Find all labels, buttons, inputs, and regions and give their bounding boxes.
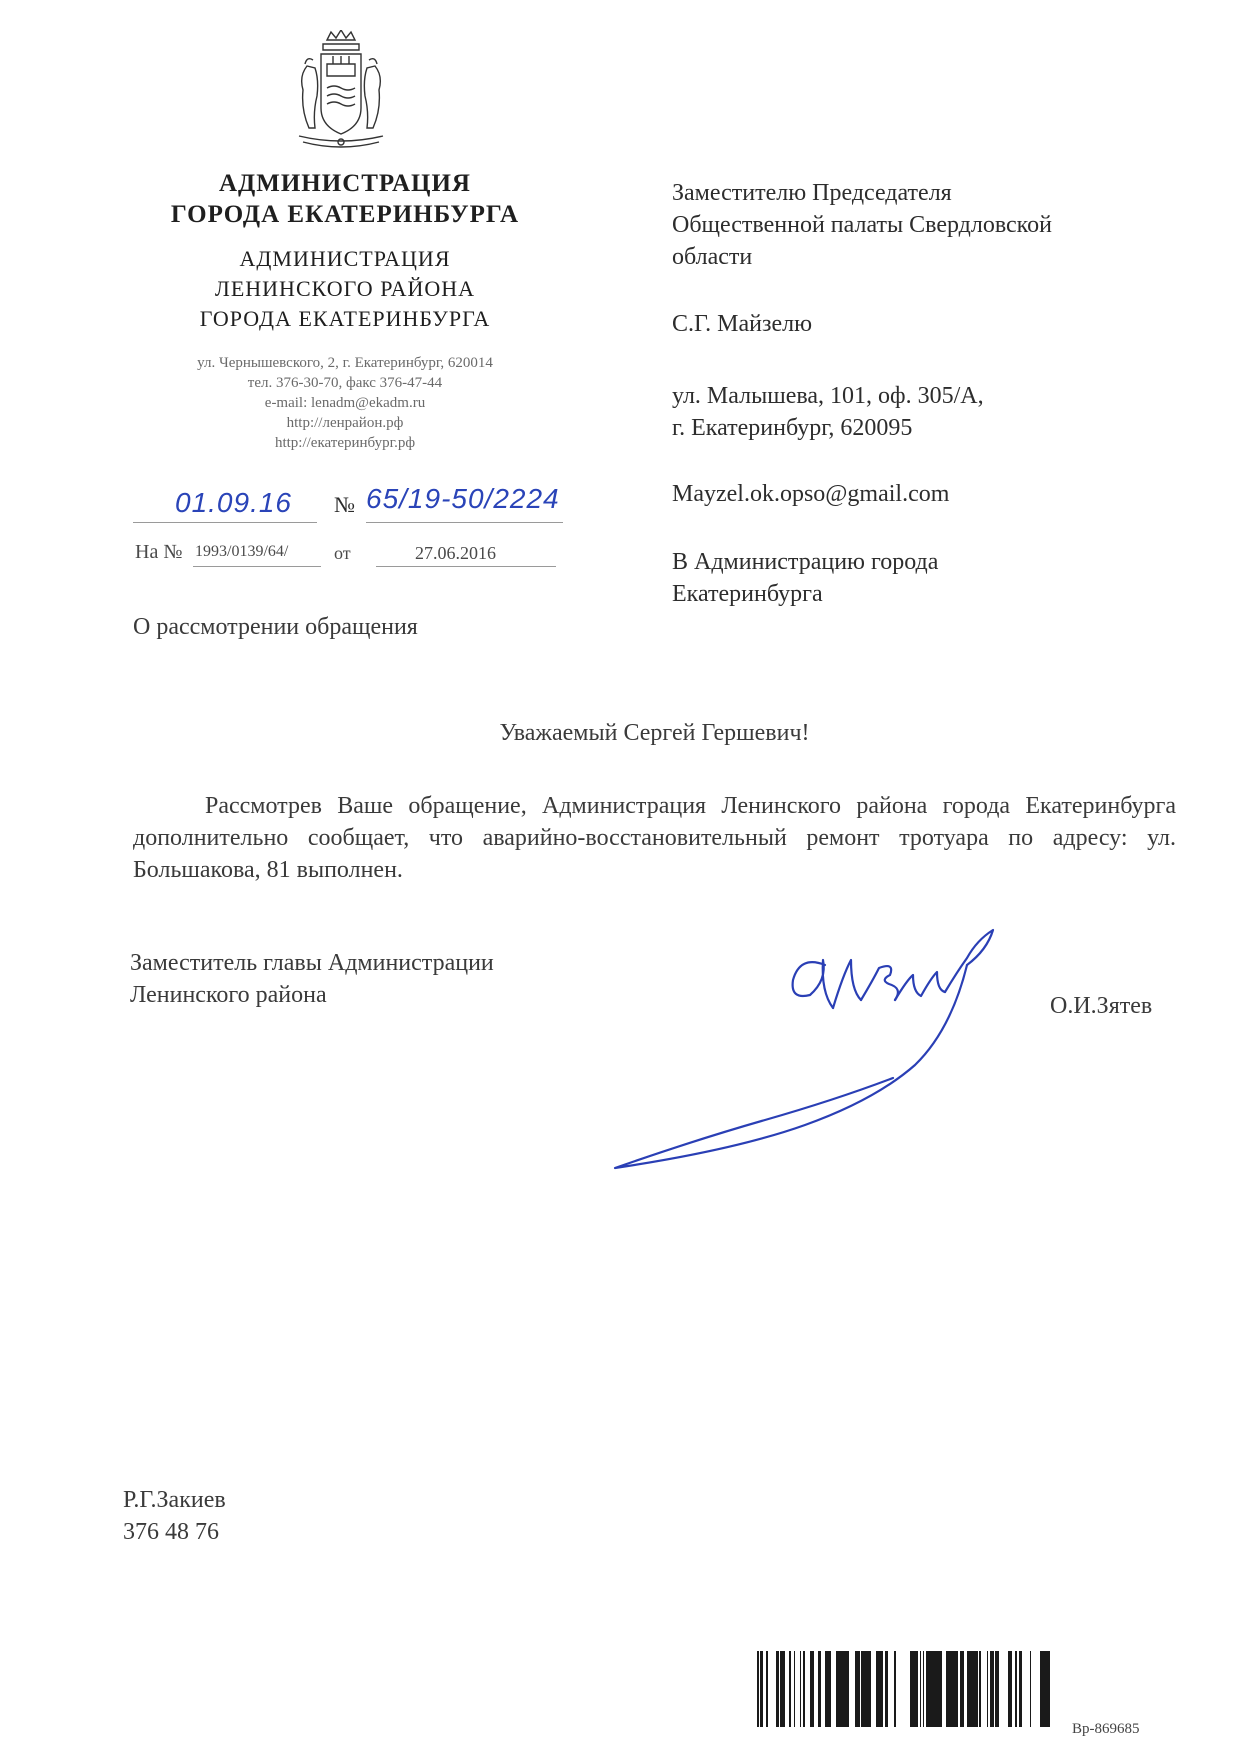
reference-date: 27.06.2016 bbox=[415, 543, 496, 563]
executor-block bbox=[123, 1484, 226, 1548]
letter-subject: О рассмотрении обращения bbox=[133, 614, 418, 640]
outgoing-number: 65/19-50/2224 bbox=[366, 483, 560, 514]
reference-number-underline bbox=[193, 566, 321, 567]
coat-of-arms-emblem bbox=[293, 30, 389, 156]
addressee-position-line: области bbox=[672, 244, 753, 270]
letterhead-contacts bbox=[120, 353, 570, 453]
addressee-name: С.Г. Майзелю bbox=[672, 311, 813, 337]
signatory-position-line: Заместитель главы Администрации bbox=[130, 950, 494, 976]
copy-recipient bbox=[672, 546, 1142, 610]
handwritten-signature bbox=[595, 920, 1015, 1170]
contact-phone: тел. 376-30-70, факс 376-47-44 bbox=[247, 375, 443, 391]
copy-recipient-line: В Администрацию города bbox=[672, 549, 939, 575]
contact-address: ул. Чернышевского, 2, г. Екатеринбург, 620014 bbox=[197, 355, 493, 371]
number-underline bbox=[366, 522, 563, 523]
addressee-address bbox=[672, 380, 1142, 444]
executor-name: Р.Г.Закиев bbox=[123, 1487, 226, 1513]
letterhead-line: АДМИНИСТРАЦИЯ bbox=[239, 246, 451, 271]
addressee-position-line: Заместителю Председателя bbox=[672, 180, 952, 206]
contact-website: http://екатеринбург.рф bbox=[274, 435, 416, 451]
contact-email: e-mail: lenadm@ekadm.ru bbox=[264, 395, 426, 411]
letter-body: Рассмотрев Ваше обращение, Администрация Ленинского района города Екатеринбурга дополнительно сообщает, что аварийно-восстановительный ремонт тротуара по адресу: ул. Большакова, 81 выполнен. bbox=[133, 793, 1176, 883]
barcode-code: Вр-869685 bbox=[1072, 1721, 1140, 1737]
contact-website: http://ленрайон.рф bbox=[286, 415, 404, 431]
addressee-address-line: г. Екатеринбург, 620095 bbox=[672, 415, 913, 441]
document-barcode bbox=[757, 1651, 1057, 1727]
letterhead-line: ГОРОДА ЕКАТЕРИНБУРГА bbox=[199, 306, 491, 331]
signatory-name: О.И.Зятев bbox=[1050, 993, 1153, 1019]
copy-recipient-line: Екатеринбурга bbox=[672, 581, 823, 607]
outgoing-number-label: № bbox=[334, 492, 355, 517]
letterhead-line: ЛЕНИНСКОГО РАЙОНА bbox=[214, 276, 476, 301]
addressee-position bbox=[672, 177, 1142, 273]
signatory-position bbox=[130, 947, 494, 1011]
letterhead-line: ГОРОДА ЕКАТЕРИНБУРГА bbox=[170, 201, 520, 228]
date-underline bbox=[133, 522, 317, 523]
addressee-email: Mayzel.ok.opso@gmail.com bbox=[672, 481, 950, 507]
letter-greeting: Уважаемый Сергей Гершевич! bbox=[499, 720, 810, 746]
outgoing-date: 01.09.16 bbox=[175, 487, 292, 518]
reference-from-label: от bbox=[334, 543, 351, 563]
addressee-position-line: Общественной палаты Свердловской bbox=[672, 212, 1052, 238]
letterhead-line: АДМИНИСТРАЦИЯ bbox=[219, 170, 471, 197]
letterhead-city-administration bbox=[120, 168, 570, 230]
reference-label: На № bbox=[135, 541, 183, 563]
addressee-address-line: ул. Малышева, 101, оф. 305/А, bbox=[672, 383, 984, 409]
signatory-position-line: Ленинского района bbox=[130, 982, 327, 1008]
reference-number: 1993/0139/64/ bbox=[195, 543, 289, 560]
executor-phone: 376 48 76 bbox=[123, 1519, 219, 1545]
reference-date-underline bbox=[376, 566, 556, 567]
letterhead-district-administration bbox=[120, 244, 570, 334]
